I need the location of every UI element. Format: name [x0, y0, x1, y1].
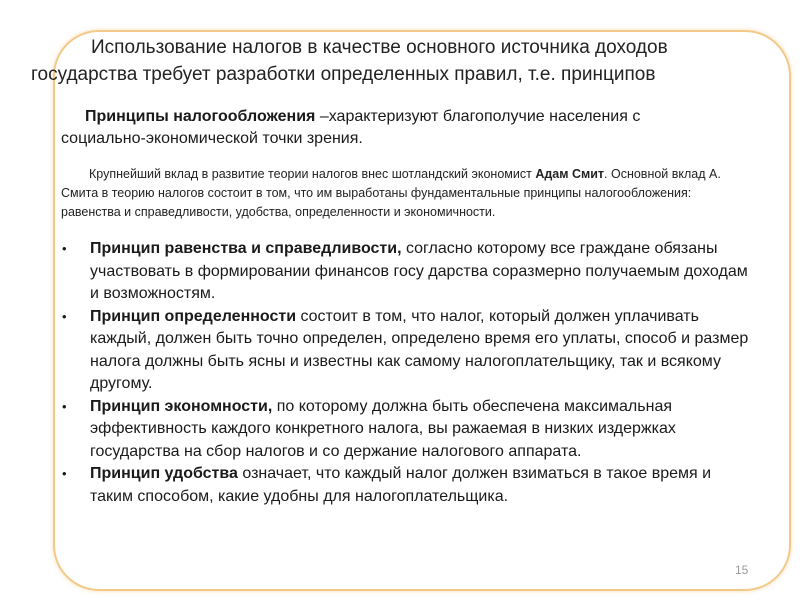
principle-title: Принцип экономности, — [90, 397, 273, 415]
principle-text: означает, что каждый налог должен взиматься в такое время и таким способом, какие удобны для налогоплательщика. — [90, 465, 712, 505]
smith-text-after: . Основной вклад А. Смита в теорию налогов состоит в том, что им выработаны фундаментальные принципы налогообложения: равенства и справедливости, удобства, определенности и экономичности. — [61, 167, 721, 219]
slide-heading — [0, 34, 800, 88]
bullet-icon: • — [62, 398, 67, 414]
principle-text: согласно которому все граждане обязаны участвовать в формировании финансов госу дарства соразмерно получаемым доходам и возможностям. — [90, 240, 748, 302]
principle-title: Принцип равенства и справедливости, — [90, 240, 402, 257]
bullet-icon: • — [62, 241, 67, 256]
smith-text-before: Крупнейший вклад в развитие теории налогов внес шотландский экономист — [89, 167, 536, 181]
heading-line-2: государства требует разработки определенных правил, т.е. принципов — [31, 64, 656, 85]
principles-list — [61, 238, 751, 508]
principle-text: состоит в том, что налог, который должен уплачивать каждый, должен быть точно определен, определено время его уплаты, способ и размер налога должны быть ясны и известны как самому налогоплательщику, так и всякому другому. — [90, 307, 749, 392]
bullet-icon: • — [62, 308, 67, 324]
page-number: 15 — [735, 563, 749, 577]
definition-text: –характеризуют благополучие населения с социально-экономической точки зрения. — [61, 108, 641, 147]
principles-definition — [61, 106, 701, 150]
list-item-convenience — [61, 463, 751, 508]
bullet-icon: • — [62, 466, 67, 481]
principle-title: Принцип определенности — [90, 307, 297, 325]
heading-line-1: Использование налогов в качестве основного источника доходов — [91, 37, 668, 58]
list-item-equality — [61, 238, 751, 306]
list-item-economy — [61, 396, 751, 464]
principle-title: Принцип удобства — [90, 465, 238, 482]
list-item-certainty — [61, 306, 751, 396]
principle-text: по которому должна быть обеспечена максимальная эффективность каждого конкретного налога, вы ражаемая в низких издержках государства на сбор налогов и со держание налогового аппарата. — [90, 397, 676, 460]
definition-term: Принципы налогообложения — [85, 108, 320, 125]
smith-name: Адам Смит — [535, 167, 605, 181]
adam-smith-paragraph — [61, 165, 741, 222]
